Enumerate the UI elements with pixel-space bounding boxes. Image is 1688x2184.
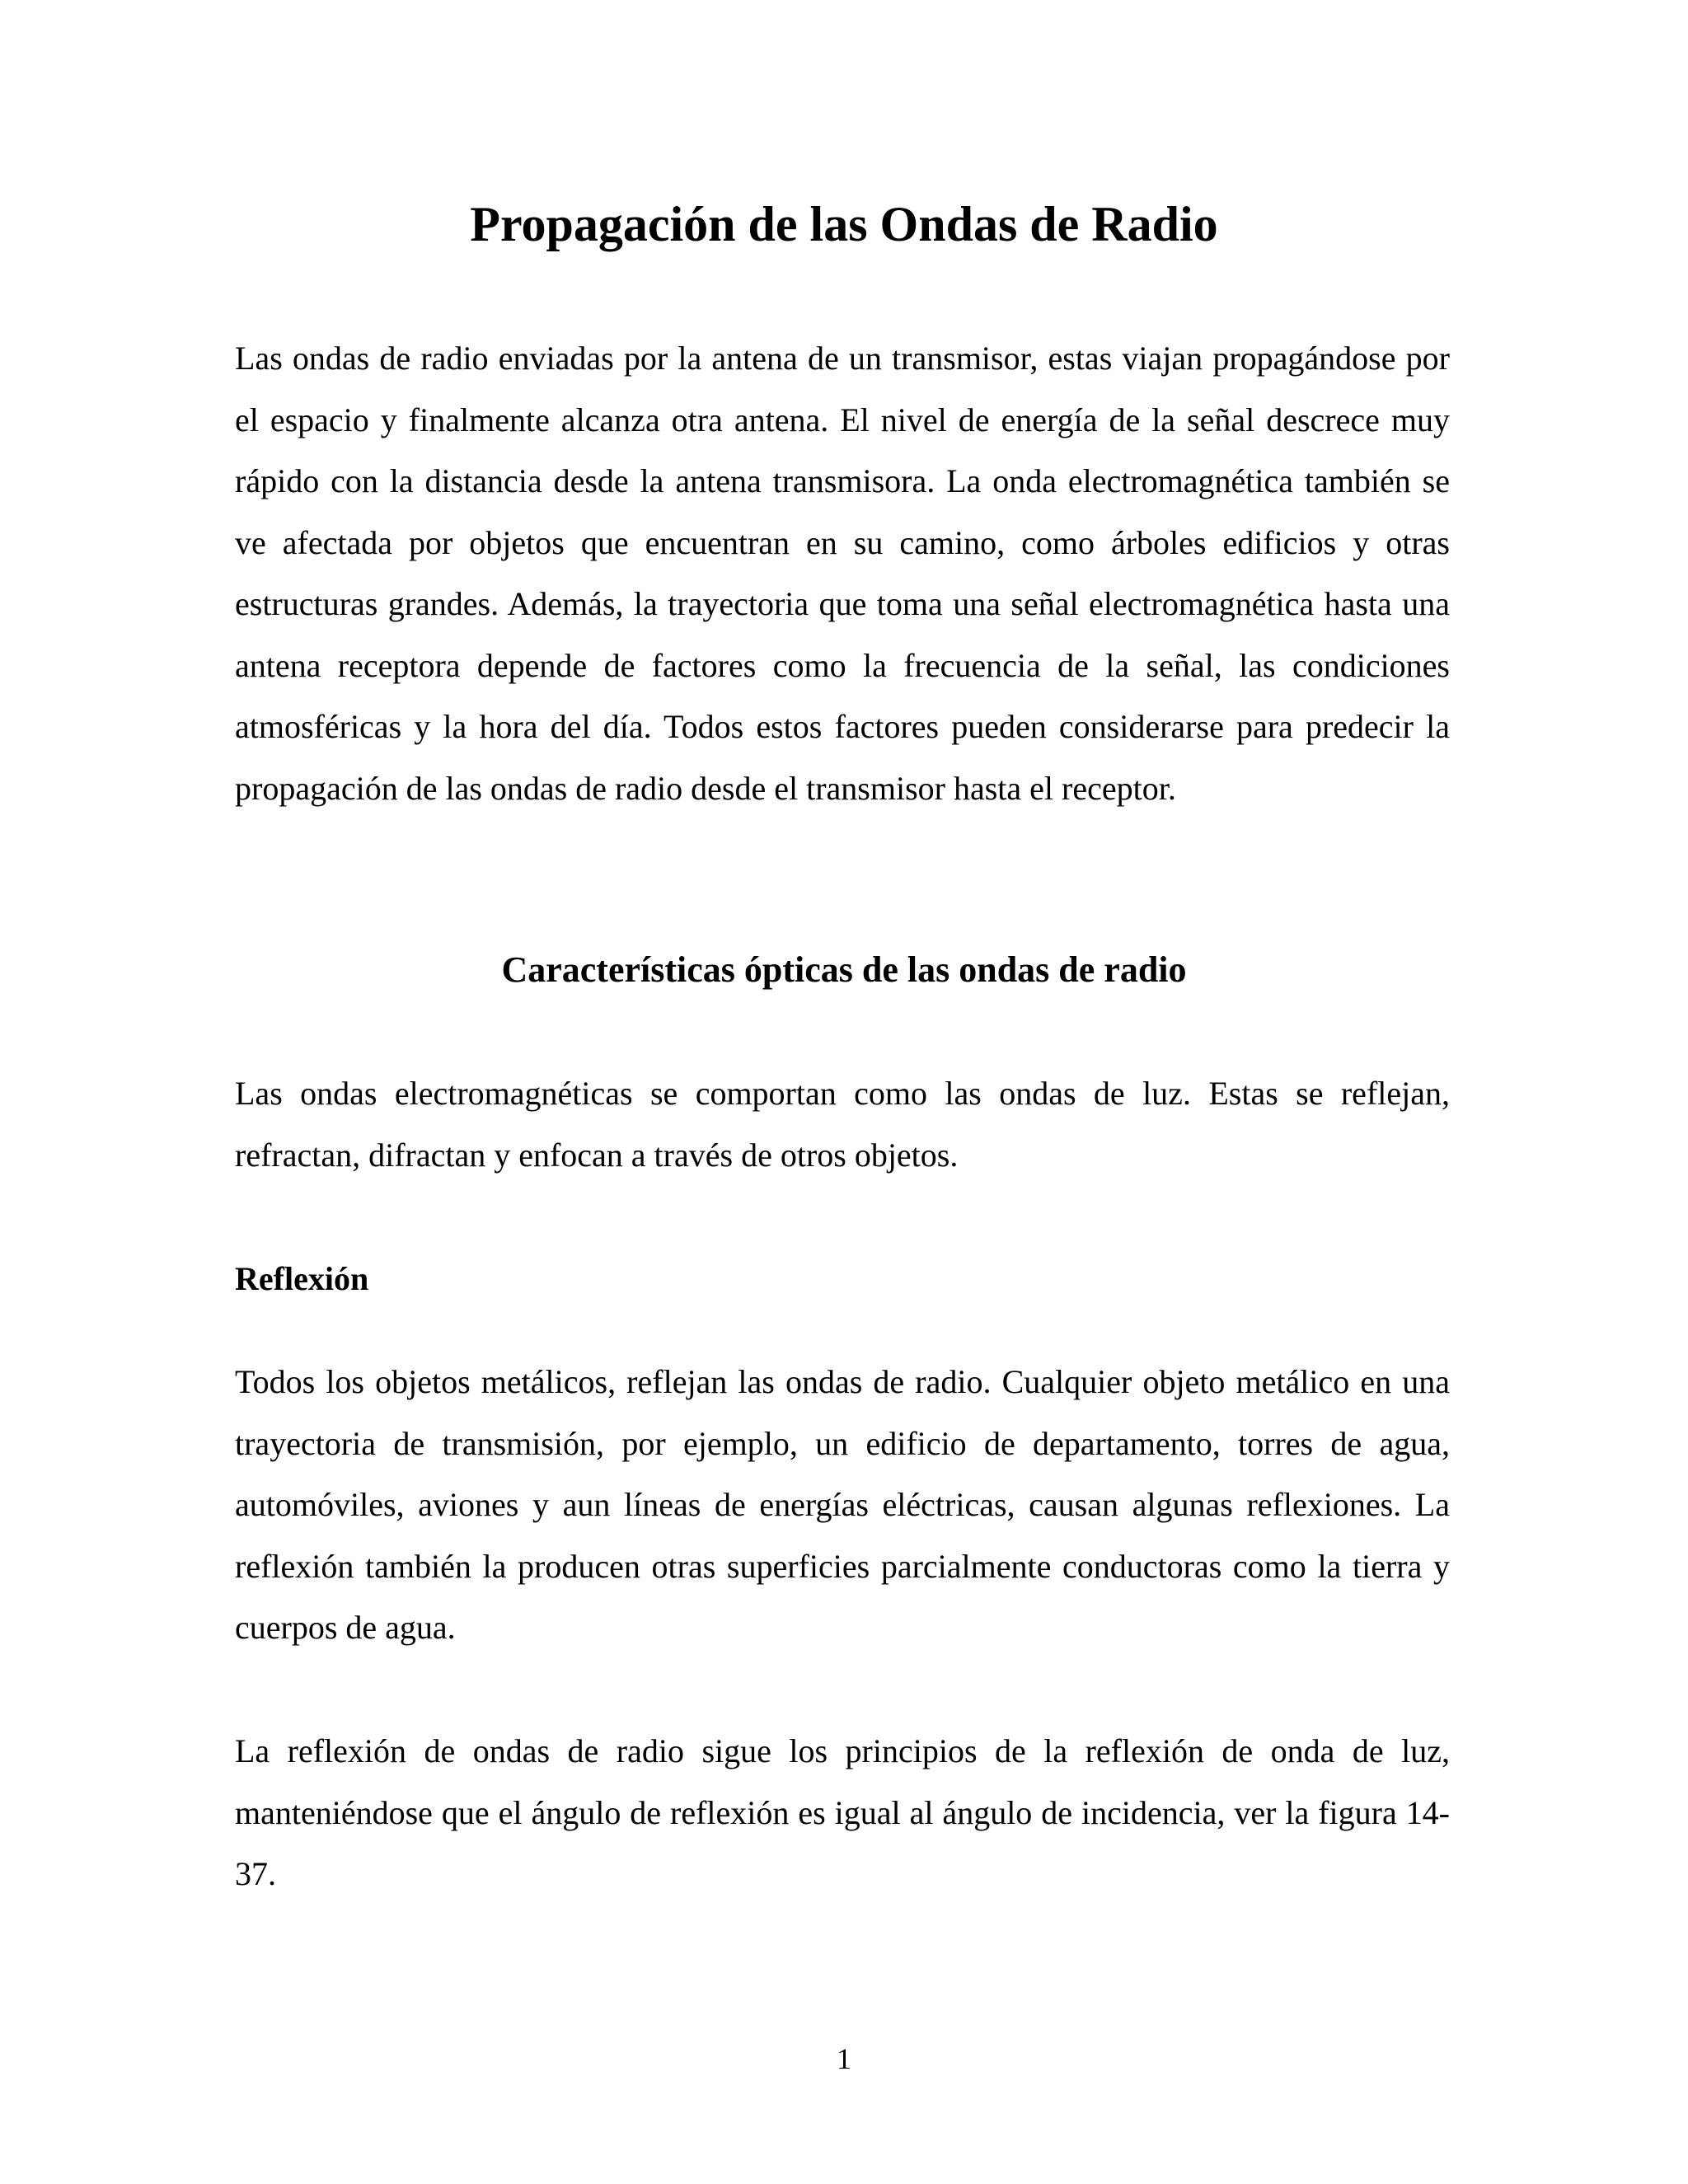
reflection-paragraph: Todos los objetos metálicos, reflejan las ondas de radio. Cualquier objeto metálico en una trayectoria de transmisión, por ejemplo, un edificio de departamento, torres de agua, automóviles, aviones y aun líneas de energías eléctricas, causan algunas reflexiones. La reflexión también la producen otras superficies parcialmente conductoras como la tierra y cuerpos de agua.: [235, 1363, 1450, 1646]
subsection-heading: Reflexión: [235, 1260, 369, 1297]
page-title: Propagación de las Ondas de Radio: [470, 197, 1218, 251]
reflection-principle-paragraph: La reflexión de ondas de radio sigue los principios de la reflexión de onda de luz, manteniéndose que el ángulo de reflexión es igual al ángulo de incidencia, ver la figura 14-37.: [235, 1732, 1450, 1892]
optical-characteristics-paragraph: Las ondas electromagnéticas se comportan como las ondas de luz. Estas se reflejan, refractan, difractan y enfocan a través de otros objetos.: [235, 1075, 1450, 1174]
intro-paragraph: Las ondas de radio enviadas por la antena de un transmisor, estas viajan propagándose por el espacio y finalmente alcanza otra antena. El nivel de energía de la señal descrece muy rápido con la distancia desde la antena transmisora. La onda electromagnética también se ve afectada por objetos que encuentran en su camino, como árboles edificios y otras estructuras grandes. Además, la trayectoria que toma una señal electromagnética hasta una antena receptora depende de factores como la frecuencia de la señal, las condiciones atmosféricas y la hora del día. Todos estos factores pueden considerarse para predecir la propagación de las ondas de radio desde el transmisor hasta el receptor.: [235, 340, 1450, 807]
section-heading: Características ópticas de las ondas de radio: [501, 949, 1187, 990]
page-number: 1: [837, 2042, 851, 2075]
